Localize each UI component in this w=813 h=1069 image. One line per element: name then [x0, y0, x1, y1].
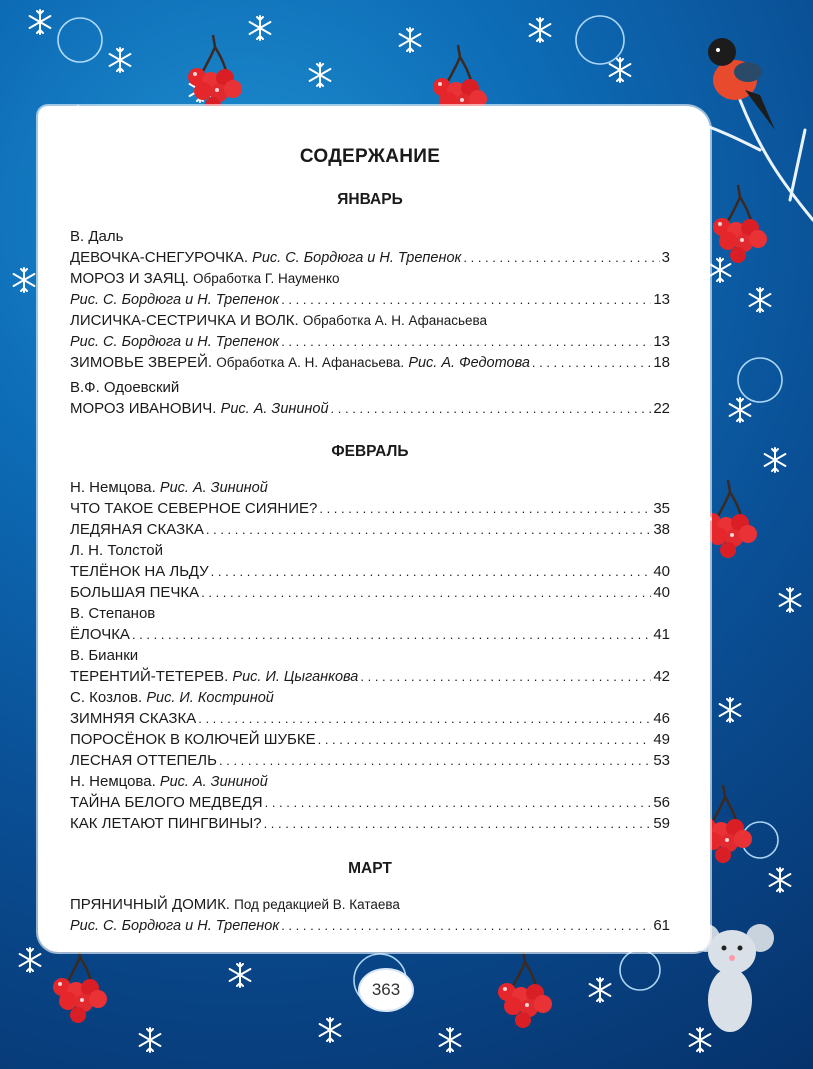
leader-dots [265, 792, 652, 813]
entry-title: ТЕЛЁНОК НА ЛЬДУ [70, 563, 209, 580]
toc-entry[interactable] [70, 561, 670, 582]
toc-entry[interactable] [70, 247, 670, 268]
entry-page: 35 [653, 500, 670, 517]
entry-page: 3 [661, 249, 670, 266]
entry-illustrator: Рис. С. Бордюга и Н. Трепенок [70, 918, 280, 934]
leader-dots [206, 519, 651, 540]
leader-dots [198, 708, 651, 729]
entry-page: 40 [653, 584, 670, 601]
author-name: Л. Н. Толстой [70, 542, 164, 559]
page-number: 363 [358, 968, 414, 1012]
entry-note: Обработка Г. Науменко [193, 271, 340, 286]
leader-dots [201, 582, 651, 603]
leader-dots [281, 331, 651, 352]
entry-title: ПРЯНИЧНЫЙ ДОМИК. [70, 896, 230, 913]
toc-entry[interactable] [70, 894, 670, 915]
leader-dots [463, 247, 659, 268]
leader-dots [264, 813, 652, 834]
entry-page: 56 [653, 794, 670, 811]
entry-page: 22 [653, 400, 670, 417]
entry-page: 13 [653, 333, 670, 350]
section-heading-january: ЯНВАРЬ [337, 191, 403, 208]
toc-entry[interactable] [70, 498, 670, 519]
entry-page: 38 [653, 521, 670, 538]
entry-page: 46 [653, 710, 670, 727]
leader-dots [360, 666, 651, 687]
author-name: В. Даль [70, 228, 124, 245]
entry-illustrator: Рис. С. Бордюга и Н. Трепенок [70, 334, 280, 350]
entry-title: ЛЕСНАЯ ОТТЕПЕЛЬ [70, 752, 217, 769]
entry-title: ЗИМОВЬЕ ЗВЕРЕЙ. [70, 354, 213, 371]
toc-entry[interactable] [70, 352, 670, 373]
entry-page: 18 [653, 354, 670, 371]
toc-author [70, 477, 670, 498]
entry-title: КАК ЛЕТАЮТ ПИНГВИНЫ? [70, 815, 262, 832]
toc-author [70, 540, 670, 561]
toc-entry-continued[interactable] [70, 331, 670, 352]
table-of-contents [70, 140, 670, 936]
entry-title: ТЕРЕНТИЙ-ТЕТЕРЕВ. [70, 668, 229, 685]
entry-title: ЗИМНЯЯ СКАЗКА [70, 710, 197, 727]
toc-entry[interactable] [70, 729, 670, 750]
author-name: Н. Немцова. [70, 479, 156, 496]
entry-title: ЛЕДЯНАЯ СКАЗКА [70, 521, 204, 538]
entry-illustrator: Рис. И. Костриной [146, 690, 274, 706]
toc-entry[interactable] [70, 519, 670, 540]
toc-entry[interactable] [70, 624, 670, 645]
entry-title: ЁЛОЧКА [70, 626, 130, 643]
leader-dots [211, 561, 652, 582]
toc-entry[interactable] [70, 792, 670, 813]
page-title: СОДЕРЖАНИЕ [299, 146, 441, 167]
toc-author [70, 771, 670, 792]
entry-illustrator: Рис. А. Зининой [159, 480, 268, 496]
entry-page: 41 [653, 626, 670, 643]
entry-illustrator: Рис. А. Зининой [159, 774, 268, 790]
entry-page: 61 [653, 917, 670, 934]
toc-author [70, 377, 670, 398]
toc-entry[interactable] [70, 813, 670, 834]
entry-illustrator: Рис. И. Цыганкова [232, 669, 359, 685]
toc-author [70, 226, 670, 247]
toc-entry-continued[interactable] [70, 915, 670, 936]
entry-illustrator: Рис. С. Бордюга и Н. Трепенок [252, 250, 462, 266]
entry-title: БОЛЬШАЯ ПЕЧКА [70, 584, 200, 601]
entry-page: 42 [653, 668, 670, 685]
bullfinch-icon [708, 38, 775, 130]
leader-dots [319, 498, 651, 519]
section-heading-march: МАРТ [348, 860, 392, 877]
leader-dots [281, 915, 651, 936]
entry-illustrator: Рис. С. Бордюга и Н. Трепенок [70, 292, 280, 308]
toc-entry[interactable] [70, 398, 670, 419]
entry-title: ТАЙНА БЕЛОГО МЕДВЕДЯ [70, 794, 263, 811]
entry-title: ЧТО ТАКОЕ СЕВЕРНОЕ СИЯНИЕ? [70, 500, 318, 517]
toc-author [70, 603, 670, 624]
leader-dots [532, 352, 651, 373]
leader-dots [132, 624, 651, 645]
entry-note: Под редакцией В. Катаева [234, 897, 400, 912]
author-name: В. Степанов [70, 605, 156, 622]
author-name: В.Ф. Одоевский [70, 379, 180, 396]
entry-title: ЛИСИЧКА-СЕСТРИЧКА И ВОЛК. [70, 312, 299, 329]
entry-note: Обработка А. Н. Афанасьева [302, 313, 488, 328]
author-name: В. Бианки [70, 647, 139, 664]
author-name: Н. Немцова. [70, 773, 156, 790]
toc-author [70, 687, 670, 708]
toc-entry[interactable] [70, 268, 670, 289]
entry-illustrator: Рис. А. Федотова [408, 355, 530, 371]
entry-page: 53 [653, 752, 670, 769]
toc-entry[interactable] [70, 582, 670, 603]
entry-note: Обработка А. Н. Афанасьева. [216, 355, 405, 370]
author-name: С. Козлов. [70, 689, 143, 706]
entry-illustrator: Рис. А. Зининой [220, 401, 329, 417]
leader-dots [318, 729, 652, 750]
section-heading-february: ФЕВРАЛЬ [331, 443, 409, 460]
entry-page: 59 [653, 815, 670, 832]
toc-entry[interactable] [70, 750, 670, 771]
entry-title: ПОРОСЁНОК В КОЛЮЧЕЙ ШУБКЕ [70, 731, 316, 748]
entry-title: МОРОЗ ИВАНОВИЧ. [70, 400, 217, 417]
entry-title: ДЕВОЧКА-СНЕГУРОЧКА. [70, 249, 248, 266]
leader-dots [219, 750, 651, 771]
toc-entry[interactable] [70, 708, 670, 729]
toc-entry[interactable] [70, 666, 670, 687]
toc-entry[interactable] [70, 310, 670, 331]
entry-page: 40 [653, 563, 670, 580]
toc-author [70, 645, 670, 666]
entry-page: 49 [653, 731, 670, 748]
entry-page: 13 [653, 291, 670, 308]
leader-dots [281, 289, 651, 310]
entry-title: МОРОЗ И ЗАЯЦ. [70, 270, 189, 287]
toc-entry-continued[interactable] [70, 289, 670, 310]
leader-dots [331, 398, 652, 419]
